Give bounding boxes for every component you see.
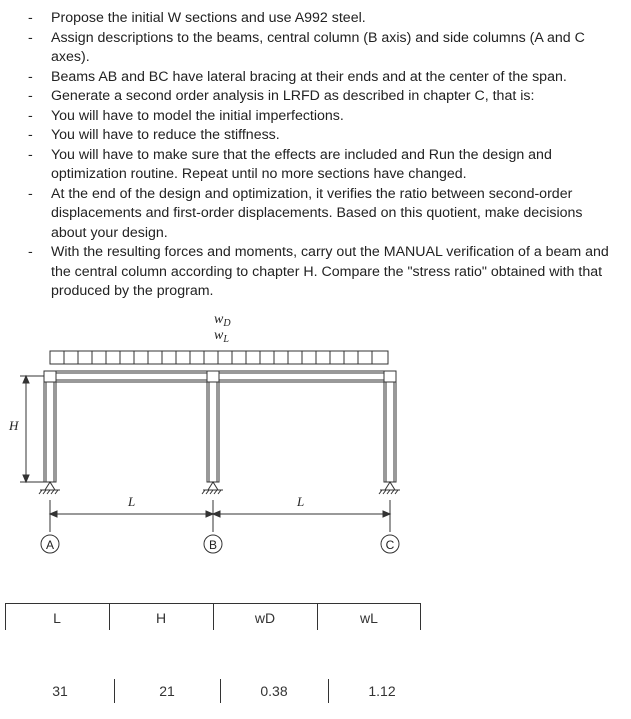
- height-dimension: [20, 376, 44, 482]
- list-dash: -: [28, 185, 33, 202]
- support-c: [379, 482, 400, 494]
- support-b: [202, 482, 223, 494]
- axis-marker-a: [41, 535, 59, 553]
- axis-marker-c: [381, 535, 399, 553]
- list-dash: -: [28, 146, 33, 163]
- instruction-item: - Assign descriptions to the beams, central column (B axis) and side columns (A and C axes).: [28, 29, 585, 65]
- column-c: [384, 371, 396, 482]
- list-dash: -: [28, 88, 33, 104]
- distributed-load: [50, 351, 388, 364]
- column-b: [207, 371, 219, 482]
- svg-text:B: B: [208, 538, 218, 552]
- list-dash: -: [28, 127, 33, 143]
- support-a: [39, 482, 60, 494]
- instruction-item: - Beams AB and BC have lateral bracing at their ends and at the center of the span.: [0, 68, 631, 88]
- instruction-item: - You will have to make sure that the effects are included and Run the design and optimization routine. Repeat until no more sections have changed.: [28, 146, 552, 182]
- frame-diagram: [0, 300, 631, 570]
- beam: [44, 371, 396, 382]
- table-value-h: 21: [159, 683, 175, 699]
- svg-text:A: A: [45, 538, 55, 552]
- live-load-label: $w_L$: [214, 328, 229, 345]
- instruction-item: - With the resulting forces and moments, carry out the MANUAL verification of a beam and the central column according to chapter H. Compare the "stress ratio" obtained with that produced by the program.: [28, 244, 609, 299]
- list-dash: -: [28, 244, 33, 260]
- table-header-h: H: [155, 610, 167, 626]
- instruction-item: - Generate a second order analysis in LRFD as described in chapter C, that is:: [0, 87, 631, 107]
- table-header-wl: wL: [360, 610, 378, 626]
- table-value-wd: 0.38: [260, 683, 288, 699]
- table-value-l: 31: [52, 683, 68, 699]
- span-label-ab: L: [128, 494, 136, 509]
- table-header-wd: wD: [254, 610, 276, 626]
- instruction-item: - You will have to reduce the stiffness.: [0, 126, 631, 146]
- column-a: [44, 371, 56, 482]
- svg-text:C: C: [385, 538, 395, 552]
- height-label: H: [9, 418, 19, 433]
- span-dimension: [50, 500, 390, 532]
- list-dash: -: [28, 29, 33, 46]
- table-header-l: L: [53, 610, 61, 626]
- span-label-bc: L: [297, 494, 305, 509]
- table-value-wl: 1.12: [368, 683, 396, 699]
- instruction-list: [0, 9, 631, 302]
- dead-load-label: $w_D$: [214, 312, 231, 329]
- list-dash: -: [28, 10, 33, 26]
- list-dash: -: [28, 107, 33, 124]
- list-dash: -: [28, 68, 33, 85]
- axis-marker-b: [204, 535, 222, 553]
- instruction-item: - At the end of the design and optimization, it verifies the ratio between second-order displacements and first-order displacements. Based on this quotient, make decisions about your design.: [28, 185, 583, 241]
- instruction-item: - You will have to model the initial imperfections.: [0, 107, 631, 127]
- instruction-item: - Propose the initial W sections and use A992 steel.: [0, 9, 631, 29]
